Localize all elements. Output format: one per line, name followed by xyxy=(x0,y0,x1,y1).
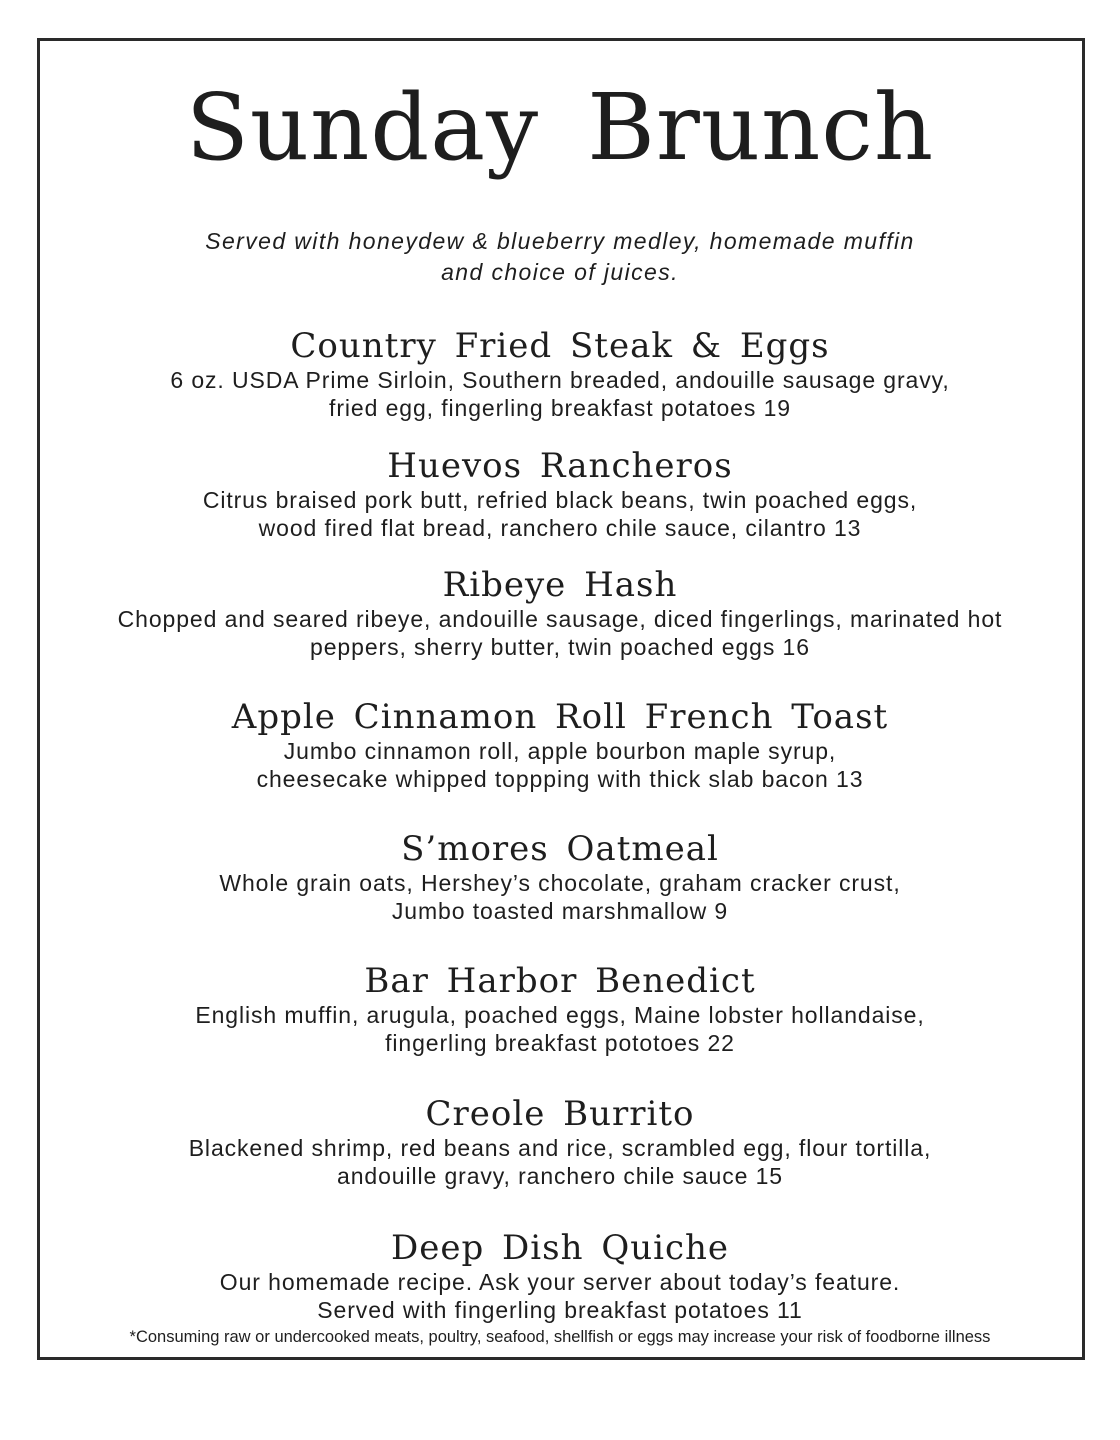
menu-item xyxy=(0,697,1120,793)
description-line: Served with fingerling breakfast potatoes 11 xyxy=(317,1297,803,1323)
menu-item-name: S’mores Oatmeal xyxy=(401,829,719,869)
description-line: Whole grain oats, Hershey’s chocolate, graham cracker crust, xyxy=(219,870,901,896)
menu-item xyxy=(0,1228,1120,1324)
description-line: Jumbo cinnamon roll, apple bourbon maple syrup, xyxy=(283,738,837,764)
menu-item-name: Ribeye Hash xyxy=(442,565,678,605)
description-line: Jumbo toasted marshmallow 9 xyxy=(391,898,729,924)
subtitle-line: Served with honeydew & blueberry medley, homemade muffin xyxy=(205,228,915,254)
menu-item-name: Deep Dish Quiche xyxy=(390,1228,730,1268)
menu-item-description xyxy=(0,869,1120,925)
menu-item-name: Huevos Rancheros xyxy=(387,446,733,486)
menu-item-description xyxy=(0,486,1120,542)
menu-item-name: Creole Burrito xyxy=(425,1094,695,1134)
menu-item-description xyxy=(0,1268,1120,1324)
menu-item-description xyxy=(0,737,1120,793)
menu-item-description xyxy=(0,366,1120,422)
food-safety-disclaimer: *Consuming raw or undercooked meats, poultry, seafood, shellfish or eggs may increase your risk of foodborne illness xyxy=(129,1328,991,1346)
description-line: fingerling breakfast pototoes 22 xyxy=(385,1030,735,1056)
description-line: Chopped and seared ribeye, andouille sausage, diced fingerlings, marinated hot xyxy=(117,606,1003,632)
menu-item xyxy=(0,446,1120,542)
description-line: English muffin, arugula, poached eggs, Maine lobster hollandaise, xyxy=(195,1002,925,1028)
menu-item-description xyxy=(0,605,1120,661)
description-line: andouille gravy, ranchero chile sauce 15 xyxy=(337,1163,783,1189)
menu-item xyxy=(0,961,1120,1057)
description-line: fried egg, fingerling breakfast potatoes 19 xyxy=(329,395,791,421)
description-line: cheesecake whipped toppping with thick slab bacon 13 xyxy=(256,766,864,792)
description-line: peppers, sherry butter, twin poached eggs 16 xyxy=(310,634,810,660)
menu-item xyxy=(0,326,1120,422)
menu-title: Sunday Brunch xyxy=(185,74,935,181)
menu-item-description xyxy=(0,1001,1120,1057)
menu-item xyxy=(0,565,1120,661)
description-line: Citrus braised pork butt, refried black beans, twin poached eggs, xyxy=(202,487,918,513)
menu-item-description xyxy=(0,1134,1120,1190)
menu-item-name: Apple Cinnamon Roll French Toast xyxy=(231,697,889,737)
description-line: Our homemade recipe. Ask your server about today’s feature. xyxy=(219,1269,901,1295)
subtitle-line: and choice of juices. xyxy=(441,259,679,285)
menu-subtitle xyxy=(0,226,1120,288)
description-line: wood fired flat bread, ranchero chile sauce, cilantro 13 xyxy=(258,515,862,541)
description-line: 6 oz. USDA Prime Sirloin, Southern breaded, andouille sausage gravy, xyxy=(170,367,950,393)
menu-item xyxy=(0,1094,1120,1190)
menu-item-name: Bar Harbor Benedict xyxy=(364,961,756,1001)
menu-item-name: Country Fried Steak & Eggs xyxy=(290,326,830,366)
description-line: Blackened shrimp, red beans and rice, scrambled egg, flour tortilla, xyxy=(188,1135,932,1161)
menu-item xyxy=(0,829,1120,925)
